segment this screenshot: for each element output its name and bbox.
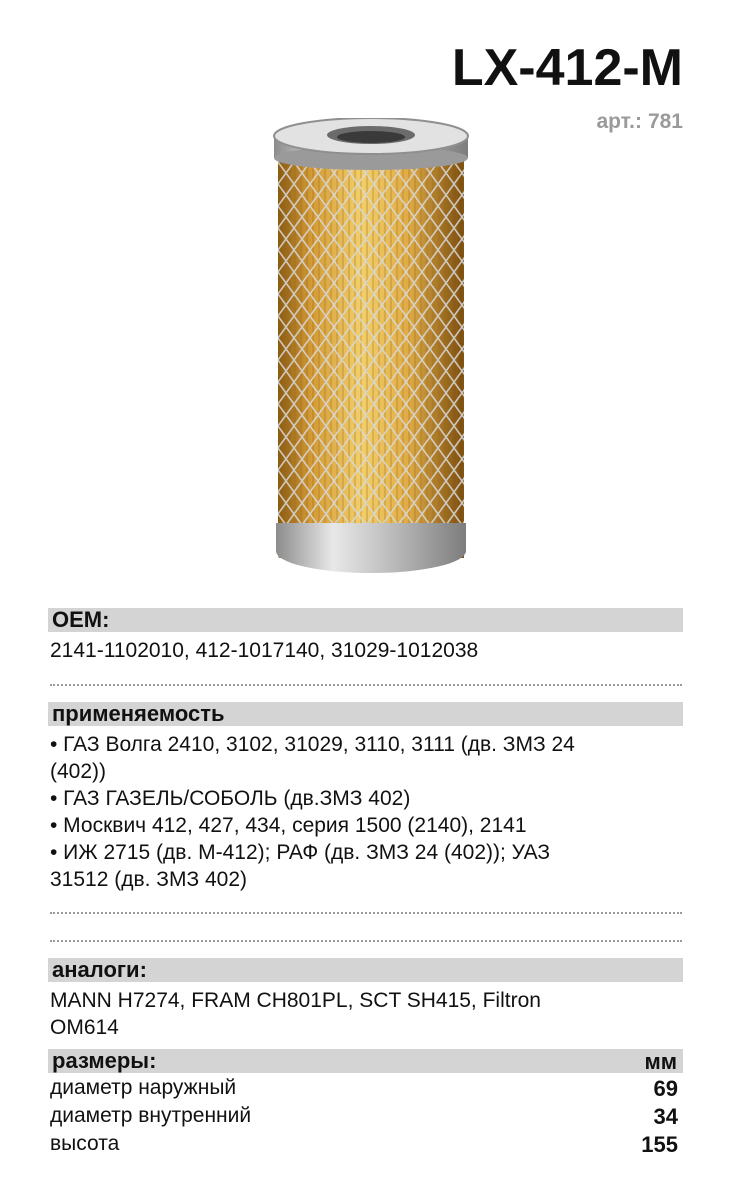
analogs-label: аналоги: — [52, 957, 147, 982]
analogs-header — [48, 958, 683, 982]
list-item: • ГАЗ Волга 2410, 3102, 31029, 3110, 3111 (дв. ЗМЗ 24 — [50, 733, 575, 756]
dimensions-label: размеры: — [52, 1048, 157, 1073]
dimensions-unit: мм — [644, 1049, 677, 1074]
oem-numbers: 2141-1102010, 412-1017140, 31029-1012038 — [50, 639, 479, 662]
list-item: • Москвич 412, 427, 434, серия 1500 (2140), 2141 — [50, 814, 527, 837]
oem-label: OEM: — [52, 607, 110, 632]
list-item: OM614 — [50, 1016, 119, 1039]
article-value: 781 — [647, 110, 683, 133]
dimension-value: 155 — [641, 1132, 678, 1157]
applicability-list — [50, 731, 680, 893]
dimension-value: 69 — [653, 1076, 678, 1101]
oil-filter-cartridge-image — [270, 118, 480, 588]
divider — [50, 912, 682, 914]
dimension-row — [50, 1076, 678, 1104]
list-item: MANN H7274, FRAM CH801PL, SCT SH415, Filtron — [50, 989, 541, 1012]
article-number — [590, 110, 683, 134]
divider — [50, 940, 682, 942]
product-title: LX-412-M — [451, 39, 683, 97]
list-item: • ГАЗ ГАЗЕЛЬ/СОБОЛЬ (дв.ЗМЗ 402) — [50, 787, 411, 810]
dimension-row — [50, 1132, 678, 1160]
list-item: • ИЖ 2715 (дв. М-412); РАФ (дв. ЗМЗ 24 (402)); УАЗ — [50, 841, 551, 864]
dimensions-header — [48, 1049, 683, 1073]
dimension-value: 34 — [653, 1104, 678, 1129]
dimension-name: диаметр внутренний — [50, 1104, 252, 1127]
applicability-header — [48, 702, 683, 726]
applicability-label: применяемость — [52, 701, 225, 726]
article-label: арт.: — [596, 110, 642, 133]
analogs-list — [50, 987, 680, 1041]
list-item: 31512 (дв. ЗМЗ 402) — [50, 868, 248, 891]
oem-header — [48, 608, 683, 632]
dimension-name: диаметр наружный — [50, 1076, 237, 1099]
list-item: (402)) — [50, 760, 107, 783]
dimension-name: высота — [50, 1132, 120, 1155]
dimension-row — [50, 1104, 678, 1132]
divider — [50, 684, 682, 686]
